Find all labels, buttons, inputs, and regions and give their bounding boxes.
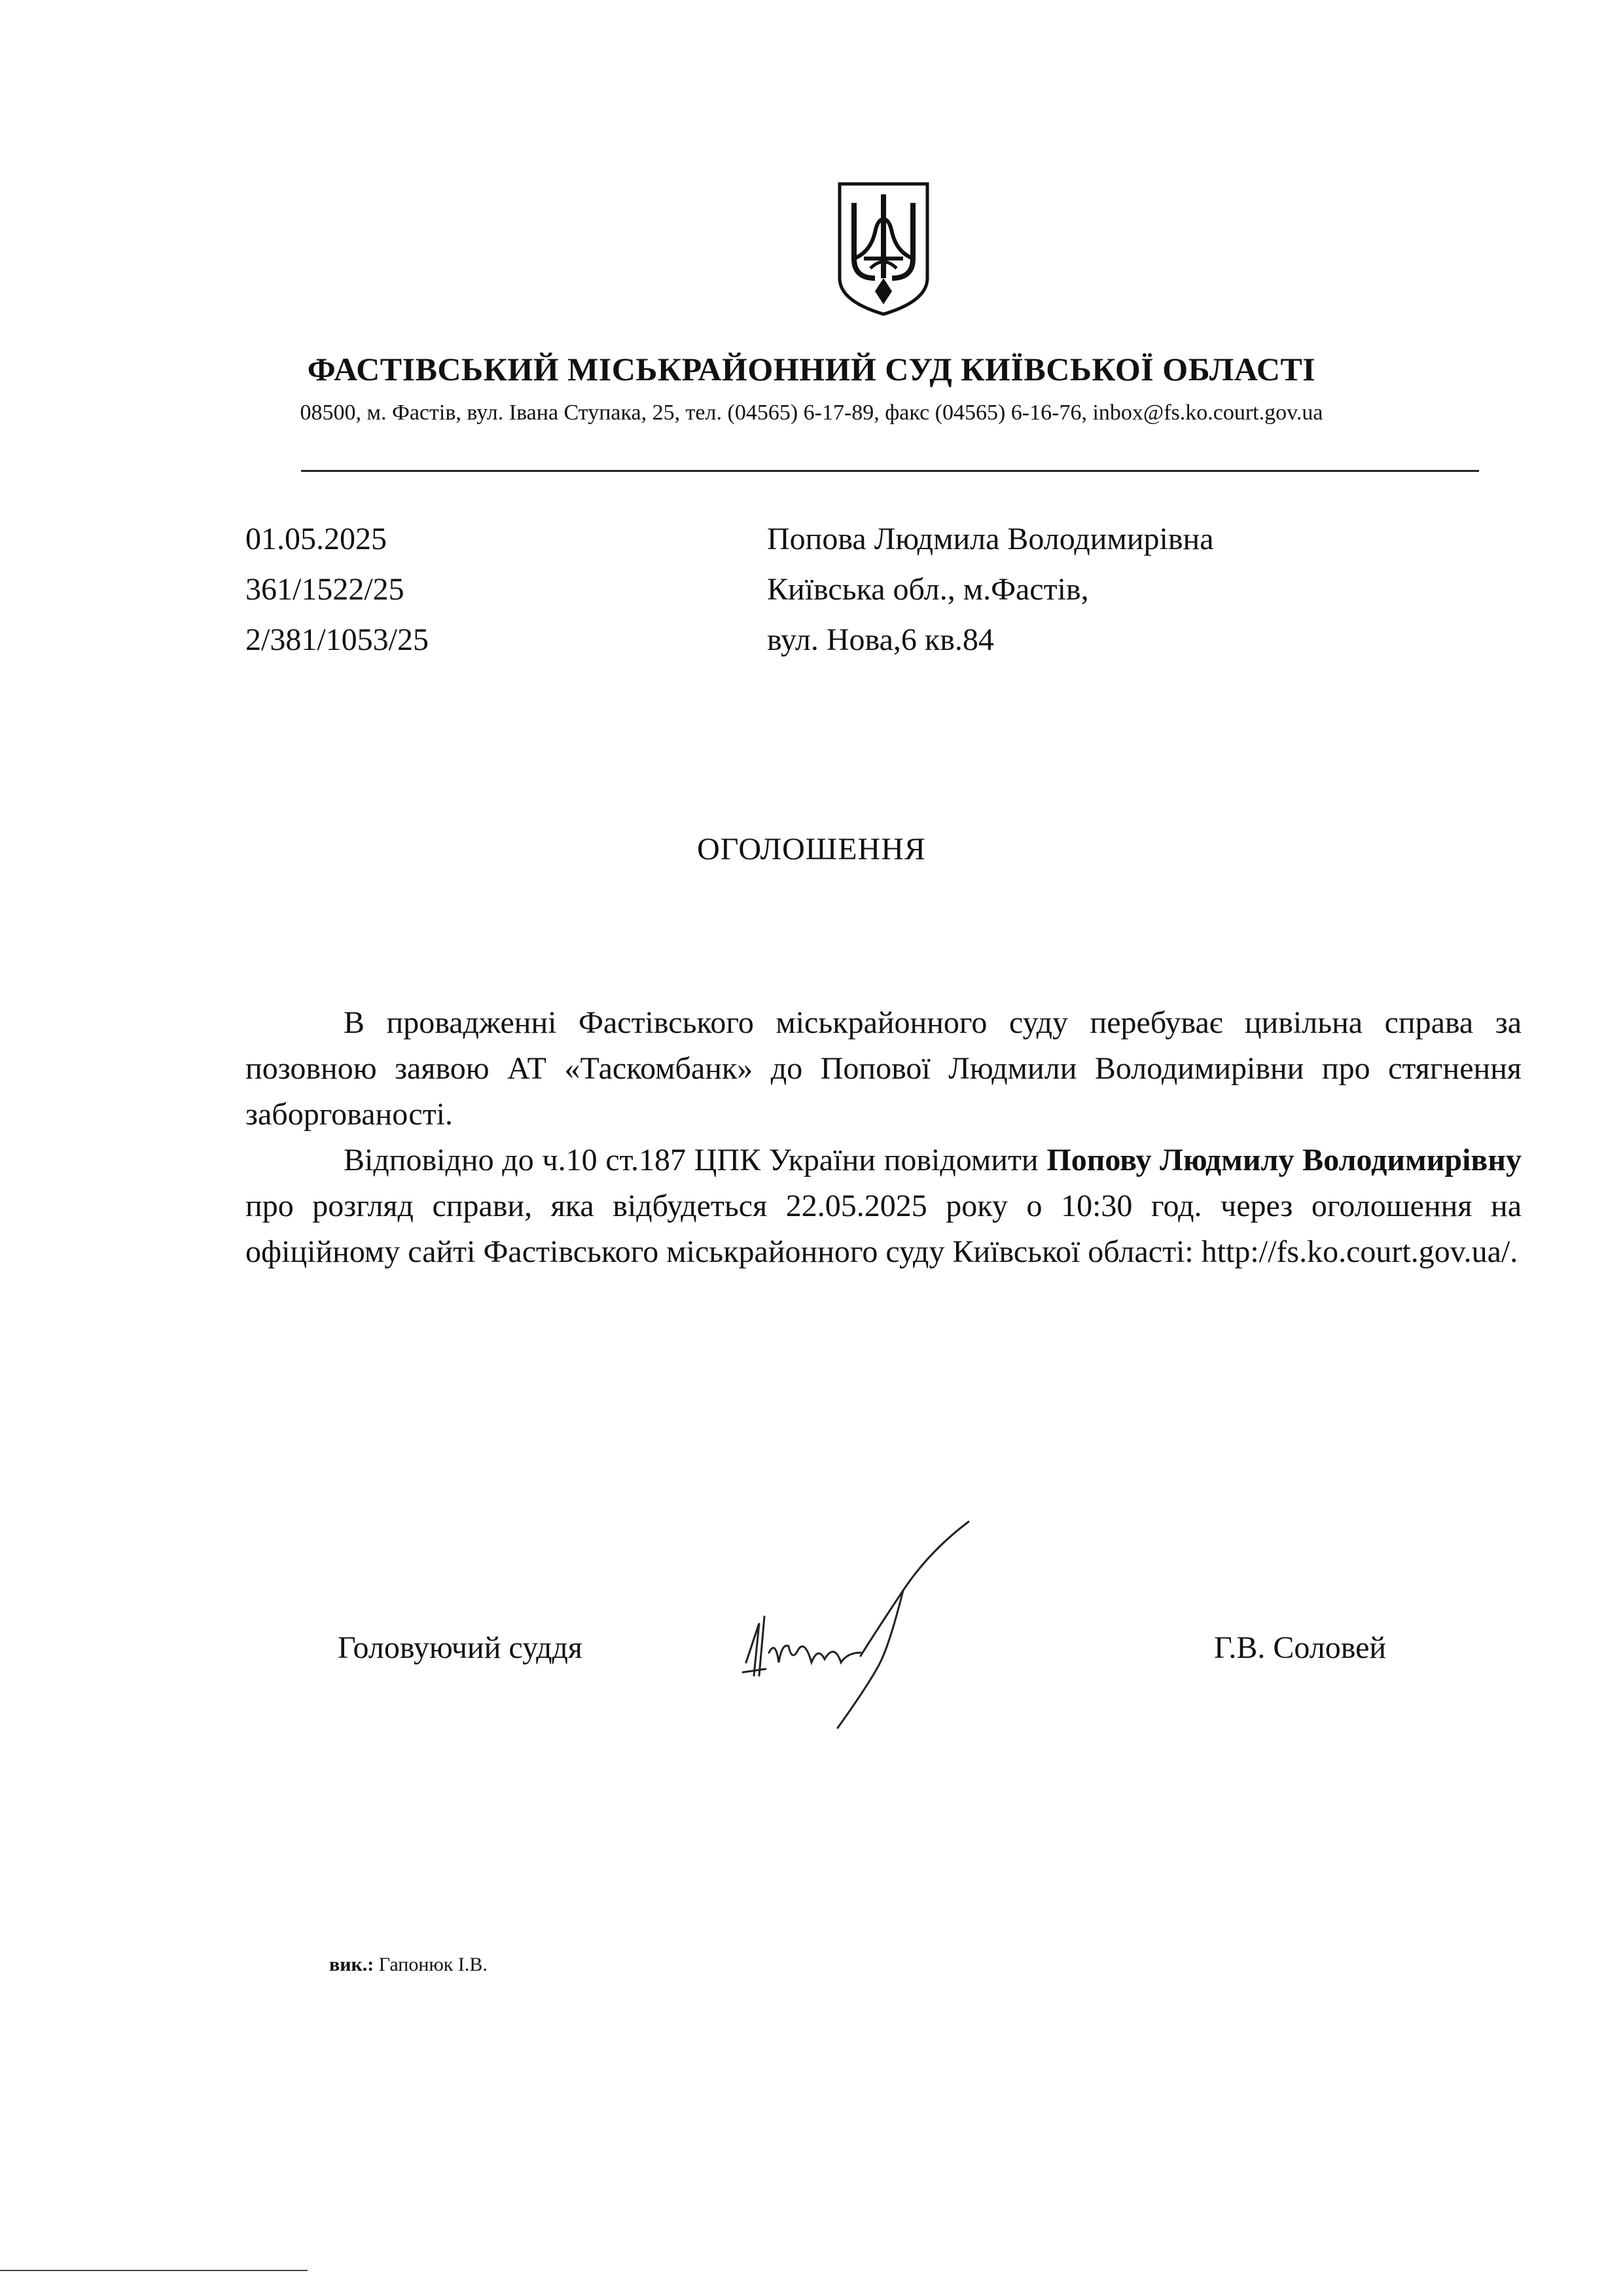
executor-note	[329, 1954, 488, 1976]
trident-emblem-icon	[834, 180, 933, 317]
recipient-address-line2: вул. Нова,6 кв.84	[767, 622, 994, 657]
document-date: 01.05.2025	[245, 522, 387, 556]
p2-before: Відповідно до ч.10 ст.187 ЦПК України повідомити	[344, 1143, 1047, 1177]
court-name: ФАСТІВСЬКИЙ МІСЬКРАЙОННИЙ СУД КИЇВСЬКОЇ ОБЛАСТІ	[307, 351, 1316, 387]
court-address: 08500, м. Фастів, вул. Івана Ступака, 25, тел. (04565) 6-17-89, факс (04565) 6-16-76, inbox@fs.ko.court.gov.ua	[300, 401, 1323, 425]
outgoing-number: 361/1522/25	[245, 572, 404, 607]
body-paragraph-2	[245, 1138, 1522, 1275]
recipient-name: Попова Людмила Володимирівна	[767, 522, 1214, 556]
executor-label: вик.:	[329, 1954, 374, 1975]
body-paragraph-1: В провадженні Фастівського міськрайонного суду перебуває цивільна справа за позовною заявою АТ «Таскомбанк» до Попової Людмили Володимирівни про стягнення заборгованості.	[245, 1005, 1522, 1132]
handwritten-signature-icon	[707, 1512, 1047, 1761]
case-number: 2/381/1053/25	[245, 622, 429, 657]
announcement-body	[245, 1000, 1522, 1275]
p2-after: про розгляд справи, яка відбудеться 22.05.2025 року о 10:30 год. через оголошення на офіційному сайті Фастівського міськрайонного суду Київської області: http://fs.ko.court.gov.ua/.	[245, 1189, 1522, 1269]
document-title: ОГОЛОШЕННЯ	[697, 832, 926, 867]
recipient-block	[767, 514, 1214, 665]
recipient-address-line1: Київська обл., м.Фастів,	[767, 572, 1089, 607]
signatory-name: Г.В. Соловей	[1214, 1630, 1387, 1665]
footer-line	[0, 2270, 308, 2271]
p2-bold-name: Попову Людмилу Володимирівну	[1046, 1143, 1522, 1177]
signatory-role: Головуючий суддя	[338, 1630, 582, 1665]
header-divider	[301, 470, 1479, 472]
document-meta	[245, 514, 429, 665]
executor-name: Гапонюк І.В.	[378, 1954, 488, 1975]
